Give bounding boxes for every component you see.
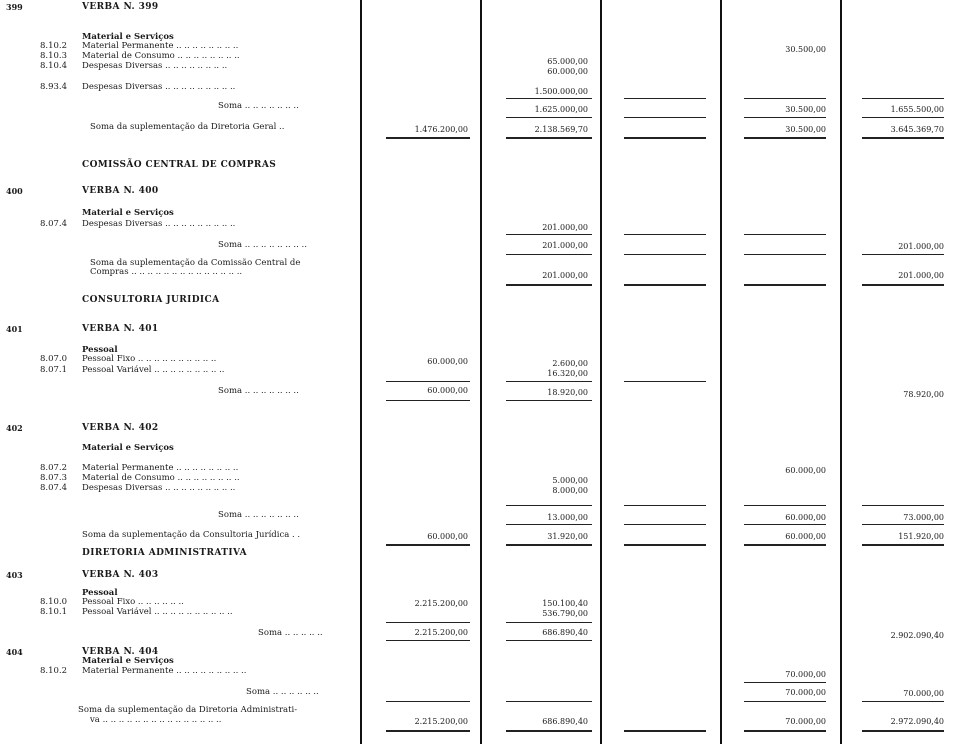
sum-rule [386,701,470,702]
sum-rule [744,505,826,506]
row-code: 8.93.4 [40,82,68,92]
total-rule [862,137,944,139]
sum-rule [386,400,470,401]
row-value: 30.500,00 [785,105,826,114]
row-value: 31.920,00 [547,532,588,541]
sum-rule [506,505,592,506]
total-rule [862,284,944,286]
row-value: 2.600,00 [552,359,588,368]
verba-number: 400 [6,186,23,196]
row-value: 70.000,00 [785,717,826,726]
sum-rule [506,234,592,235]
sum-rule [624,524,706,525]
total-label: Soma da suplementação da Diretoria Administrati- [78,705,298,715]
row-code: 8.10.2 [40,41,68,51]
sum-rule [744,701,826,702]
verba-number: 402 [6,423,23,433]
row-value: 536.790,00 [542,609,588,618]
row-value: 8.000,00 [552,486,588,495]
row-label: Despesas Diversas .. .. .. .. .. .. .. .. .. [82,483,236,493]
row-value: 60.000,00 [427,357,468,366]
verba-number: 403 [6,570,23,580]
row-code: 8.10.0 [40,597,68,607]
row-value: 78.920,00 [903,390,944,399]
total-rule [506,137,592,139]
total-rule [624,284,706,286]
sum-rule [624,98,706,99]
verba-title: VERBA N. 403 [82,570,159,580]
sum-rule [862,524,944,525]
row-label: Despesas Diversas .. .. .. .. .. .. .. .. [82,61,228,71]
row-value: 2.138.569,70 [534,125,588,134]
sum-rule [386,640,470,641]
row-value: 686.890,40 [542,628,588,637]
total-rule [624,544,706,546]
section-subtitle: Material e Serviços [82,208,174,218]
column-rule [360,0,362,744]
column-rule [840,0,842,744]
row-value: 201.000,00 [542,271,588,280]
verba-title: VERBA N. 399 [82,2,159,12]
row-value: 65.000,00 [547,57,588,66]
row-value: 2.215.200,00 [414,599,468,608]
total-rule [624,730,706,732]
total-label: va .. .. .. .. .. .. .. .. .. .. .. .. .. .. .. [90,715,222,725]
row-label: Despesas Diversas .. .. .. .. .. .. .. .. .. [82,82,236,92]
row-code: 8.07.3 [40,473,68,483]
verba-number: 404 [6,647,23,657]
row-value: 60.000,00 [547,67,588,76]
total-rule [386,544,470,546]
row-value: 73.000,00 [903,513,944,522]
soma-label: Soma .. .. .. .. .. [258,628,323,638]
section-subtitle: Pessoal [82,588,118,598]
row-value: 60.000,00 [785,532,826,541]
sum-rule [624,505,706,506]
row-value: 2.215.200,00 [414,628,468,637]
row-code: 8.07.4 [40,483,68,493]
row-value: 201.000,00 [542,241,588,250]
row-label: Pessoal Variável .. .. .. .. .. .. .. .. .. [82,365,225,375]
verba-title: VERBA N. 404 [82,647,159,657]
soma-label: Soma .. .. .. .. .. .. .. .. [218,240,307,250]
soma-label: Soma .. .. .. .. .. .. .. [218,101,299,111]
row-code: 8.07.0 [40,354,68,364]
sum-rule [862,254,944,255]
soma-label: Soma .. .. .. .. .. .. .. [218,510,299,520]
row-code: 8.10.3 [40,51,68,61]
row-label: Material Permanente .. .. .. .. .. .. .. .. .. [82,666,247,676]
verba-title: VERBA N. 400 [82,186,159,196]
row-value: 60.000,00 [785,466,826,475]
total-rule [506,284,592,286]
column-rule [480,0,482,744]
row-label: Pessoal Variável .. .. .. .. .. .. .. .. .. .. [82,607,233,617]
total-rule [744,544,826,546]
sum-rule [386,622,470,623]
verba-number: 401 [6,324,23,334]
total-rule [862,544,944,546]
soma-label: Soma .. .. .. .. .. .. [246,687,319,697]
total-rule [624,137,706,139]
sum-rule [506,254,592,255]
sum-rule [506,701,592,702]
row-label: Pessoal Fixo .. .. .. .. .. .. [82,597,184,607]
row-label: Despesas Diversas .. .. .. .. .. .. .. .. .. [82,219,236,229]
row-value: 151.920,00 [898,532,944,541]
sum-rule [506,524,592,525]
row-code: 8.07.1 [40,365,68,375]
sum-rule [506,381,592,382]
row-label: Material de Consumo .. .. .. .. .. .. .. .. [82,473,240,483]
sum-rule [744,234,826,235]
sum-rule [862,98,944,99]
row-value: 686.890,40 [542,717,588,726]
total-rule [386,730,470,732]
row-value: 60.000,00 [785,513,826,522]
row-value: 201.000,00 [898,242,944,251]
row-value: 1.500.000,00 [534,87,588,96]
total-rule [744,284,826,286]
row-value: 60.000,00 [427,532,468,541]
sum-rule [506,640,592,641]
sum-rule [386,381,470,382]
total-rule [506,730,592,732]
column-rule [720,0,722,744]
sum-rule [862,117,944,118]
row-value: 30.500,00 [785,45,826,54]
total-label: Soma da suplementação da Diretoria Geral .. [90,122,285,132]
row-code: 8.10.4 [40,61,68,71]
row-value: 70.000,00 [785,688,826,697]
row-value: 70.000,00 [785,670,826,679]
row-label: Pessoal Fixo .. .. .. .. .. .. .. .. .. .. [82,354,217,364]
row-value: 16.320,00 [547,369,588,378]
row-value: 201.000,00 [542,223,588,232]
row-code: 8.10.2 [40,666,68,676]
sum-rule [624,117,706,118]
sum-rule [506,400,592,401]
row-value: 5.000,00 [552,476,588,485]
total-label: Compras .. .. .. .. .. .. .. .. .. .. .. .. .. .. [90,267,243,277]
row-value: 2.215.200,00 [414,717,468,726]
row-value: 70.000,00 [903,689,944,698]
row-code: 8.07.4 [40,219,68,229]
row-code: 8.07.2 [40,463,68,473]
sum-rule [624,381,706,382]
row-value: 30.500,00 [785,125,826,134]
verba-title: VERBA N. 401 [82,324,159,334]
row-value: 60.000,00 [427,386,468,395]
section-subtitle: Pessoal [82,345,118,355]
row-label: Material de Consumo .. .. .. .. .. .. .. .. [82,51,240,61]
sum-rule [506,117,592,118]
row-value: 13.000,00 [547,513,588,522]
row-code: 8.10.1 [40,607,68,617]
sum-rule [506,98,592,99]
sum-rule [744,524,826,525]
sum-rule [744,98,826,99]
sum-rule [744,682,826,683]
row-value: 18.920,00 [547,388,588,397]
section-heading: COMISSÃO CENTRAL DE COMPRAS [82,160,277,170]
sum-rule [506,622,592,623]
sum-rule [624,234,706,235]
total-rule [744,137,826,139]
total-label: Soma da suplementação da Consultoria Jurídica . . [82,530,301,540]
row-value: 1.655.500,00 [890,105,944,114]
row-value: 1.625.000,00 [534,105,588,114]
row-label: Material Permanente .. .. .. .. .. .. .. .. [82,463,239,473]
total-rule [506,544,592,546]
sum-rule [744,254,826,255]
total-rule [386,137,470,139]
row-value: 201.000,00 [898,271,944,280]
row-value: 1.476.200,00 [414,125,468,134]
verba-number: 399 [6,2,23,12]
soma-label: Soma .. .. .. .. .. .. .. [218,386,299,396]
total-rule [744,730,826,732]
sum-rule [862,505,944,506]
row-value: 2.902.090,40 [890,631,944,640]
section-subtitle: Material e Serviços [82,32,174,42]
row-label: Material Permanente .. .. .. .. .. .. .. .. [82,41,239,51]
column-rule [600,0,602,744]
section-subtitle: Material e Serviços [82,443,174,453]
verba-title: VERBA N. 402 [82,423,159,433]
row-value: 2.972.090,40 [890,717,944,726]
section-heading: DIRETORIA ADMINISTRATIVA [82,548,248,558]
row-value: 150.100,40 [542,599,588,608]
sum-rule [744,117,826,118]
section-heading: CONSULTORIA JURIDICA [82,295,220,305]
sum-rule [862,701,944,702]
sum-rule [624,254,706,255]
row-value: 3.645.369,70 [890,125,944,134]
total-label: Soma da suplementação da Comissão Central de [90,258,301,268]
total-rule [862,730,944,732]
section-subtitle: Material e Serviços [82,656,174,666]
